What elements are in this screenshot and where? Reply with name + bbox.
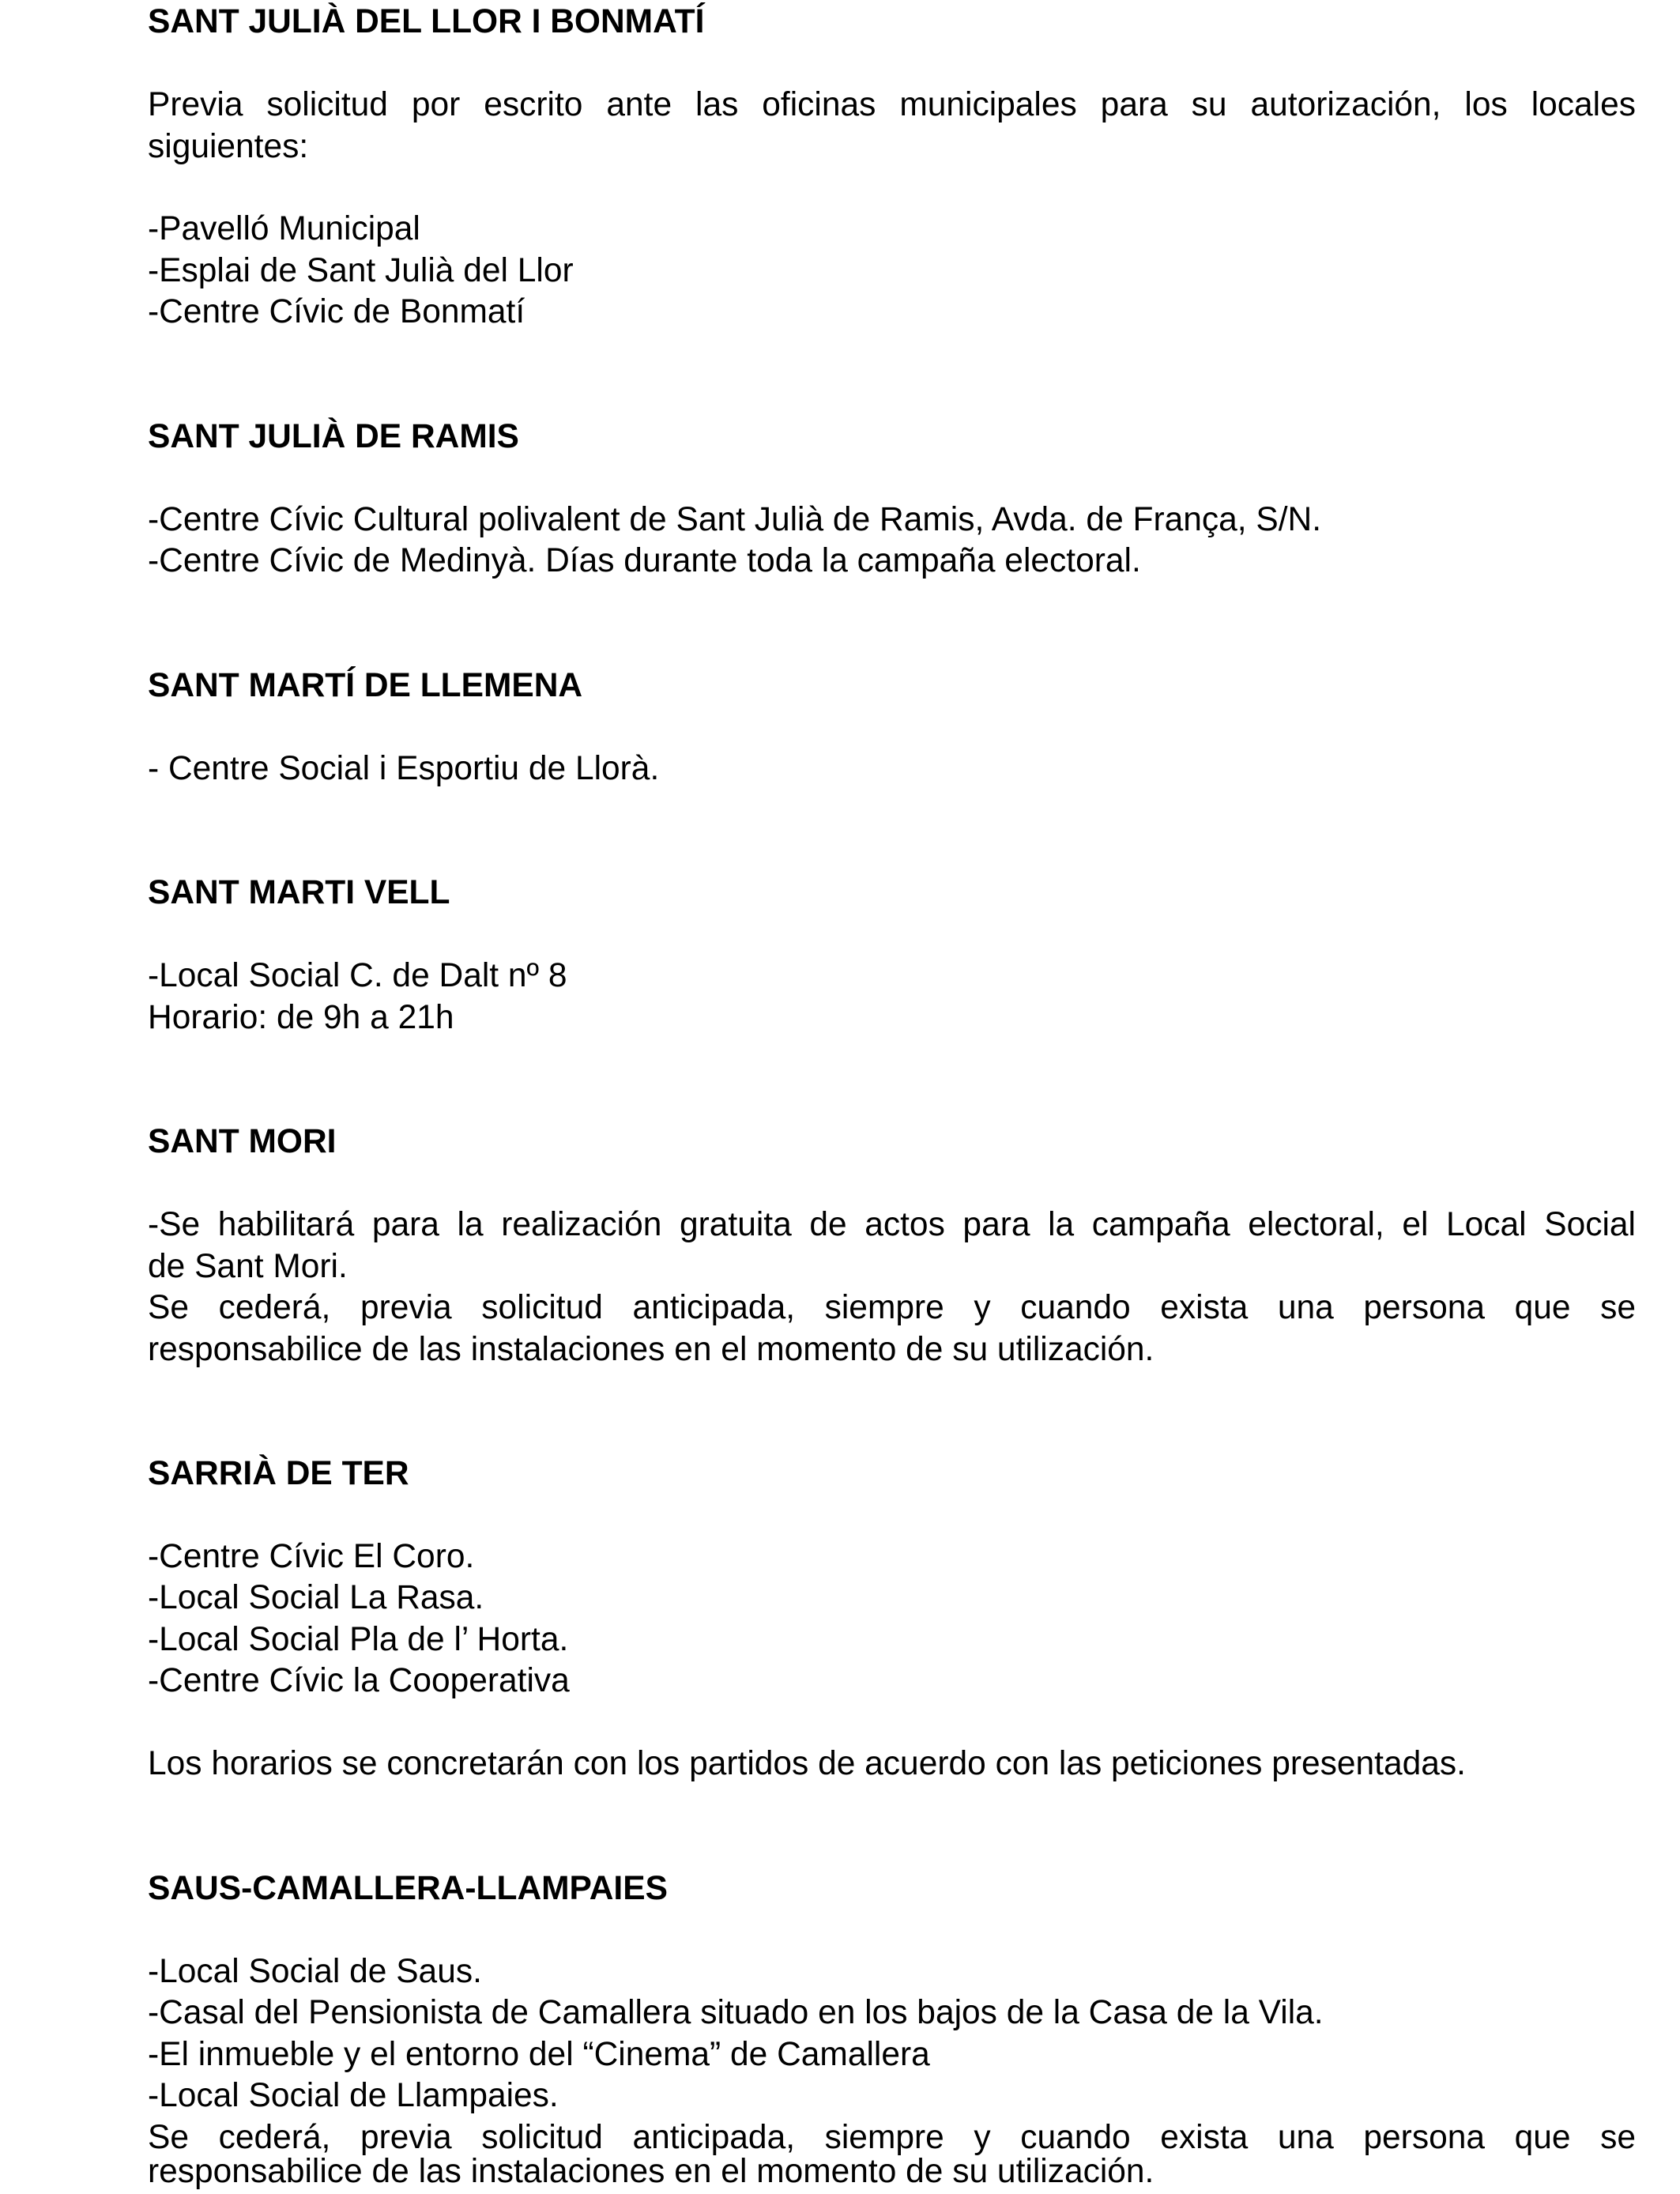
list-item: -Local Social La Rasa.: [148, 1579, 484, 1616]
paragraph-line: Se cederá, previa solicitud anticipada, siempre y cuando exista una persona que se: [148, 2119, 1636, 2156]
paragraph-line: siguientes:: [148, 128, 309, 165]
paragraph-line: Previa solicitud por escrito ante las oficinas municipales para su autorización, los locales: [148, 86, 1636, 123]
list-item: -Pavelló Municipal: [148, 210, 420, 247]
paragraph-line: responsabilice de las instalaciones en el momento de su utilización.: [148, 1331, 1155, 1368]
section-heading: SANT MORI: [148, 1123, 337, 1160]
section-heading: SANT MARTÍ DE LLEMENA: [148, 667, 583, 704]
list-item: -Local Social de Llampaies.: [148, 2077, 559, 2114]
section-heading: SAUS-CAMALLERA-LLAMPAIES: [148, 1870, 668, 1907]
list-item: -Centre Cívic de Bonmatí: [148, 293, 525, 330]
paragraph-line: Se cederá, previa solicitud anticipada, siempre y cuando exista una persona que se: [148, 1289, 1636, 1326]
list-item: -El inmueble y el entorno del “Cinema” de Camallera: [148, 2036, 930, 2073]
list-item: -Centre Cívic de Medinyà. Días durante toda la campaña electoral.: [148, 542, 1141, 579]
list-item: -Local Social de Saus.: [148, 1953, 482, 1990]
list-item: -Casal del Pensionista de Camallera situado en los bajos de la Casa de la Vila.: [148, 1994, 1324, 2031]
paragraph-line: de Sant Mori.: [148, 1248, 348, 1285]
list-item: -Local Social Pla de l’ Horta.: [148, 1621, 569, 1658]
paragraph-line: Los horarios se concretarán con los partidos de acuerdo con las peticiones presentadas.: [148, 1745, 1466, 1782]
list-item: - Centre Social i Esportiu de Llorà.: [148, 750, 660, 787]
list-item: -Esplai de Sant Julià del Llor: [148, 252, 574, 289]
section-heading: SANT MARTI VELL: [148, 874, 450, 911]
list-item: Horario: de 9h a 21h: [148, 999, 454, 1036]
list-item: -Centre Cívic Cultural polivalent de Sant Julià de Ramis, Avda. de França, S/N.: [148, 501, 1322, 538]
section-heading: SANT JULIÀ DE RAMIS: [148, 418, 519, 455]
section-heading: SANT JULIÀ DEL LLOR I BONMATÍ: [148, 3, 705, 40]
section-heading: SARRIÀ DE TER: [148, 1455, 409, 1492]
list-item: -Centre Cívic la Cooperativa: [148, 1662, 570, 1699]
paragraph-line: responsabilice de las instalaciones en el momento de su utilización.: [148, 2153, 1155, 2190]
list-item: -Local Social C. de Dalt nº 8: [148, 957, 567, 994]
list-item: -Centre Cívic El Coro.: [148, 1538, 475, 1575]
paragraph-line: -Se habilitará para la realización gratuita de actos para la campaña electoral, el Local Social: [148, 1206, 1636, 1243]
